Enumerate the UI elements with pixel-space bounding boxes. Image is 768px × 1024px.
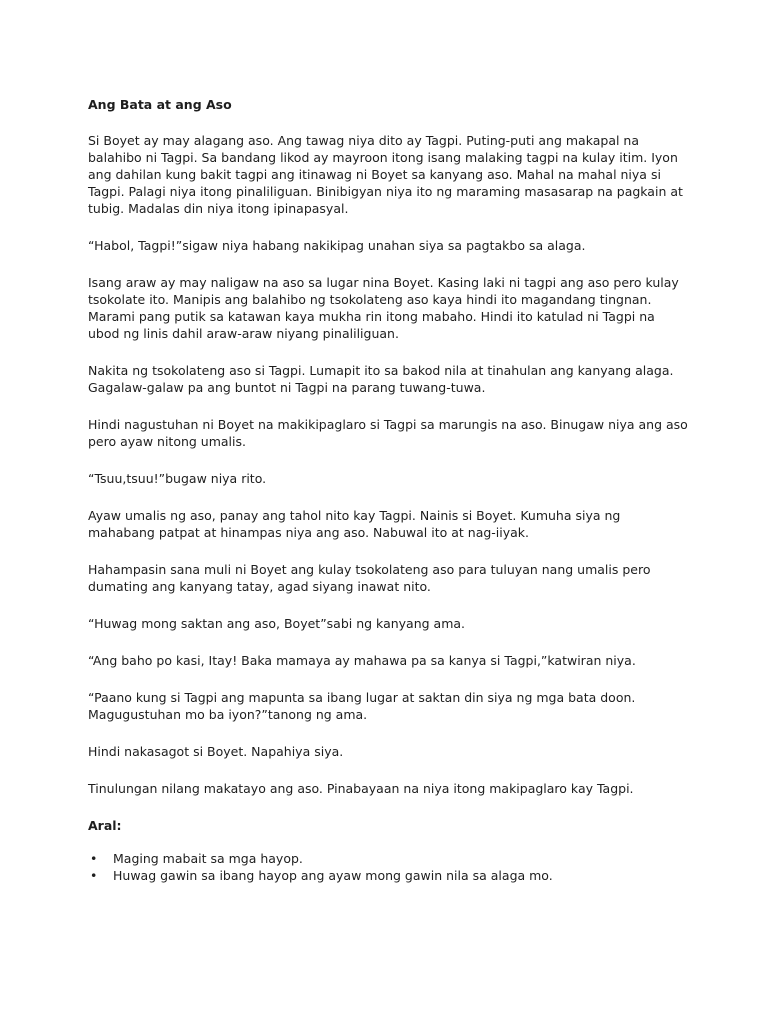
bullet-icon: •: [90, 868, 98, 883]
paragraph-nakita-si-tagpi: Nakita ng tsokolateng aso si Tagpi. Lumapit ito sa bakod nila at tinahulan ang kanyang alaga. Gagalaw-galaw pa ang buntot ni Tagpi na parang tuwang-tuwa.: [88, 363, 674, 395]
aral-heading: Aral:: [88, 818, 122, 833]
paragraph-tinulungan: Tinulungan nilang makatayo ang aso. Pinabayaan na niya itong makipaglaro kay Tagpi.: [88, 781, 634, 796]
paragraph-naligaw-na-aso: Isang araw ay may naligaw na aso sa lugar nina Boyet. Kasing laki ni tagpi ang aso pero kulay tsokolate ito. Manipis ang balahibo ng tsokolateng aso kaya hindi ito magandang tingnan. Marami pang putik sa katawan kaya mukha rin itong mabaho. Hindi ito katulad ni Tagpi na ubod ng linis dahil araw-araw niyang pinaliliguan.: [88, 275, 679, 341]
paragraph-napahiya: Hindi nakasagot si Boyet. Napahiya siya.: [88, 744, 344, 759]
document-page: [88, 96, 688, 884]
paragraph-dialogue-paano: “Paano kung si Tagpi ang mapunta sa ibang lugar at saktan din siya ng mga bata doon. Magugustuhan mo ba iyon?”tanong ng ama.: [88, 690, 636, 722]
document-title: Ang Bata at ang Aso: [88, 97, 232, 112]
paragraph-ayaw-umalis: Ayaw umalis ng aso, panay ang tahol nito kay Tagpi. Nainis si Boyet. Kumuha siya ng mahabang patpat at hinampas niya ang aso. Nabuwal ito at nag-iiyak.: [88, 508, 621, 540]
paragraph-dialogue-baho: “Ang baho po kasi, Itay! Baka mamaya ay mahawa pa sa kanya si Tagpi,”katwiran niya.: [88, 653, 636, 668]
lesson-list: [88, 850, 688, 884]
paragraph-intro: Si Boyet ay may alagang aso. Ang tawag niya dito ay Tagpi. Puting-puti ang makapal na balahibo ni Tagpi. Sa bandang likod ay mayroon itong isang malaking tagpi na kulay itim. Iyon ang dahilan kung bakit tagpi ang itinawag ni Boyet sa kanyang aso. Mahal na mahal niya si Tagpi. Palagi niya itong pinaliliguan. Binibigyan niya ito ng maraming masasarap na pagkain at tubig. Madalas din niya itong ipinapasyal.: [88, 133, 683, 216]
bullet-icon: •: [90, 851, 98, 866]
paragraph-hindi-nagustuhan: Hindi nagustuhan ni Boyet na makikipaglaro si Tagpi sa marungis na aso. Binugaw niya ang aso pero ayaw nitong umalis.: [88, 417, 688, 449]
list-item: [88, 850, 688, 867]
paragraph-dialogue-habol: “Habol, Tagpi!”sigaw niya habang nakikipag unahan siya sa pagtakbo sa alaga.: [88, 238, 586, 253]
lesson-text: Maging mabait sa mga hayop.: [113, 851, 303, 866]
list-item: [88, 867, 688, 884]
paragraph-dialogue-huwag: “Huwag mong saktan ang aso, Boyet”sabi ng kanyang ama.: [88, 616, 466, 631]
paragraph-hahampasin: Hahampasin sana muli ni Boyet ang kulay tsokolateng aso para tuluyan nang umalis pero dumating ang kanyang tatay, agad siyang inawat nito.: [88, 562, 651, 594]
lesson-text: Huwag gawin sa ibang hayop ang ayaw mong gawin nila sa alaga mo.: [113, 868, 553, 883]
paragraph-dialogue-tsuu: “Tsuu,tsuu!”bugaw niya rito.: [88, 471, 267, 486]
